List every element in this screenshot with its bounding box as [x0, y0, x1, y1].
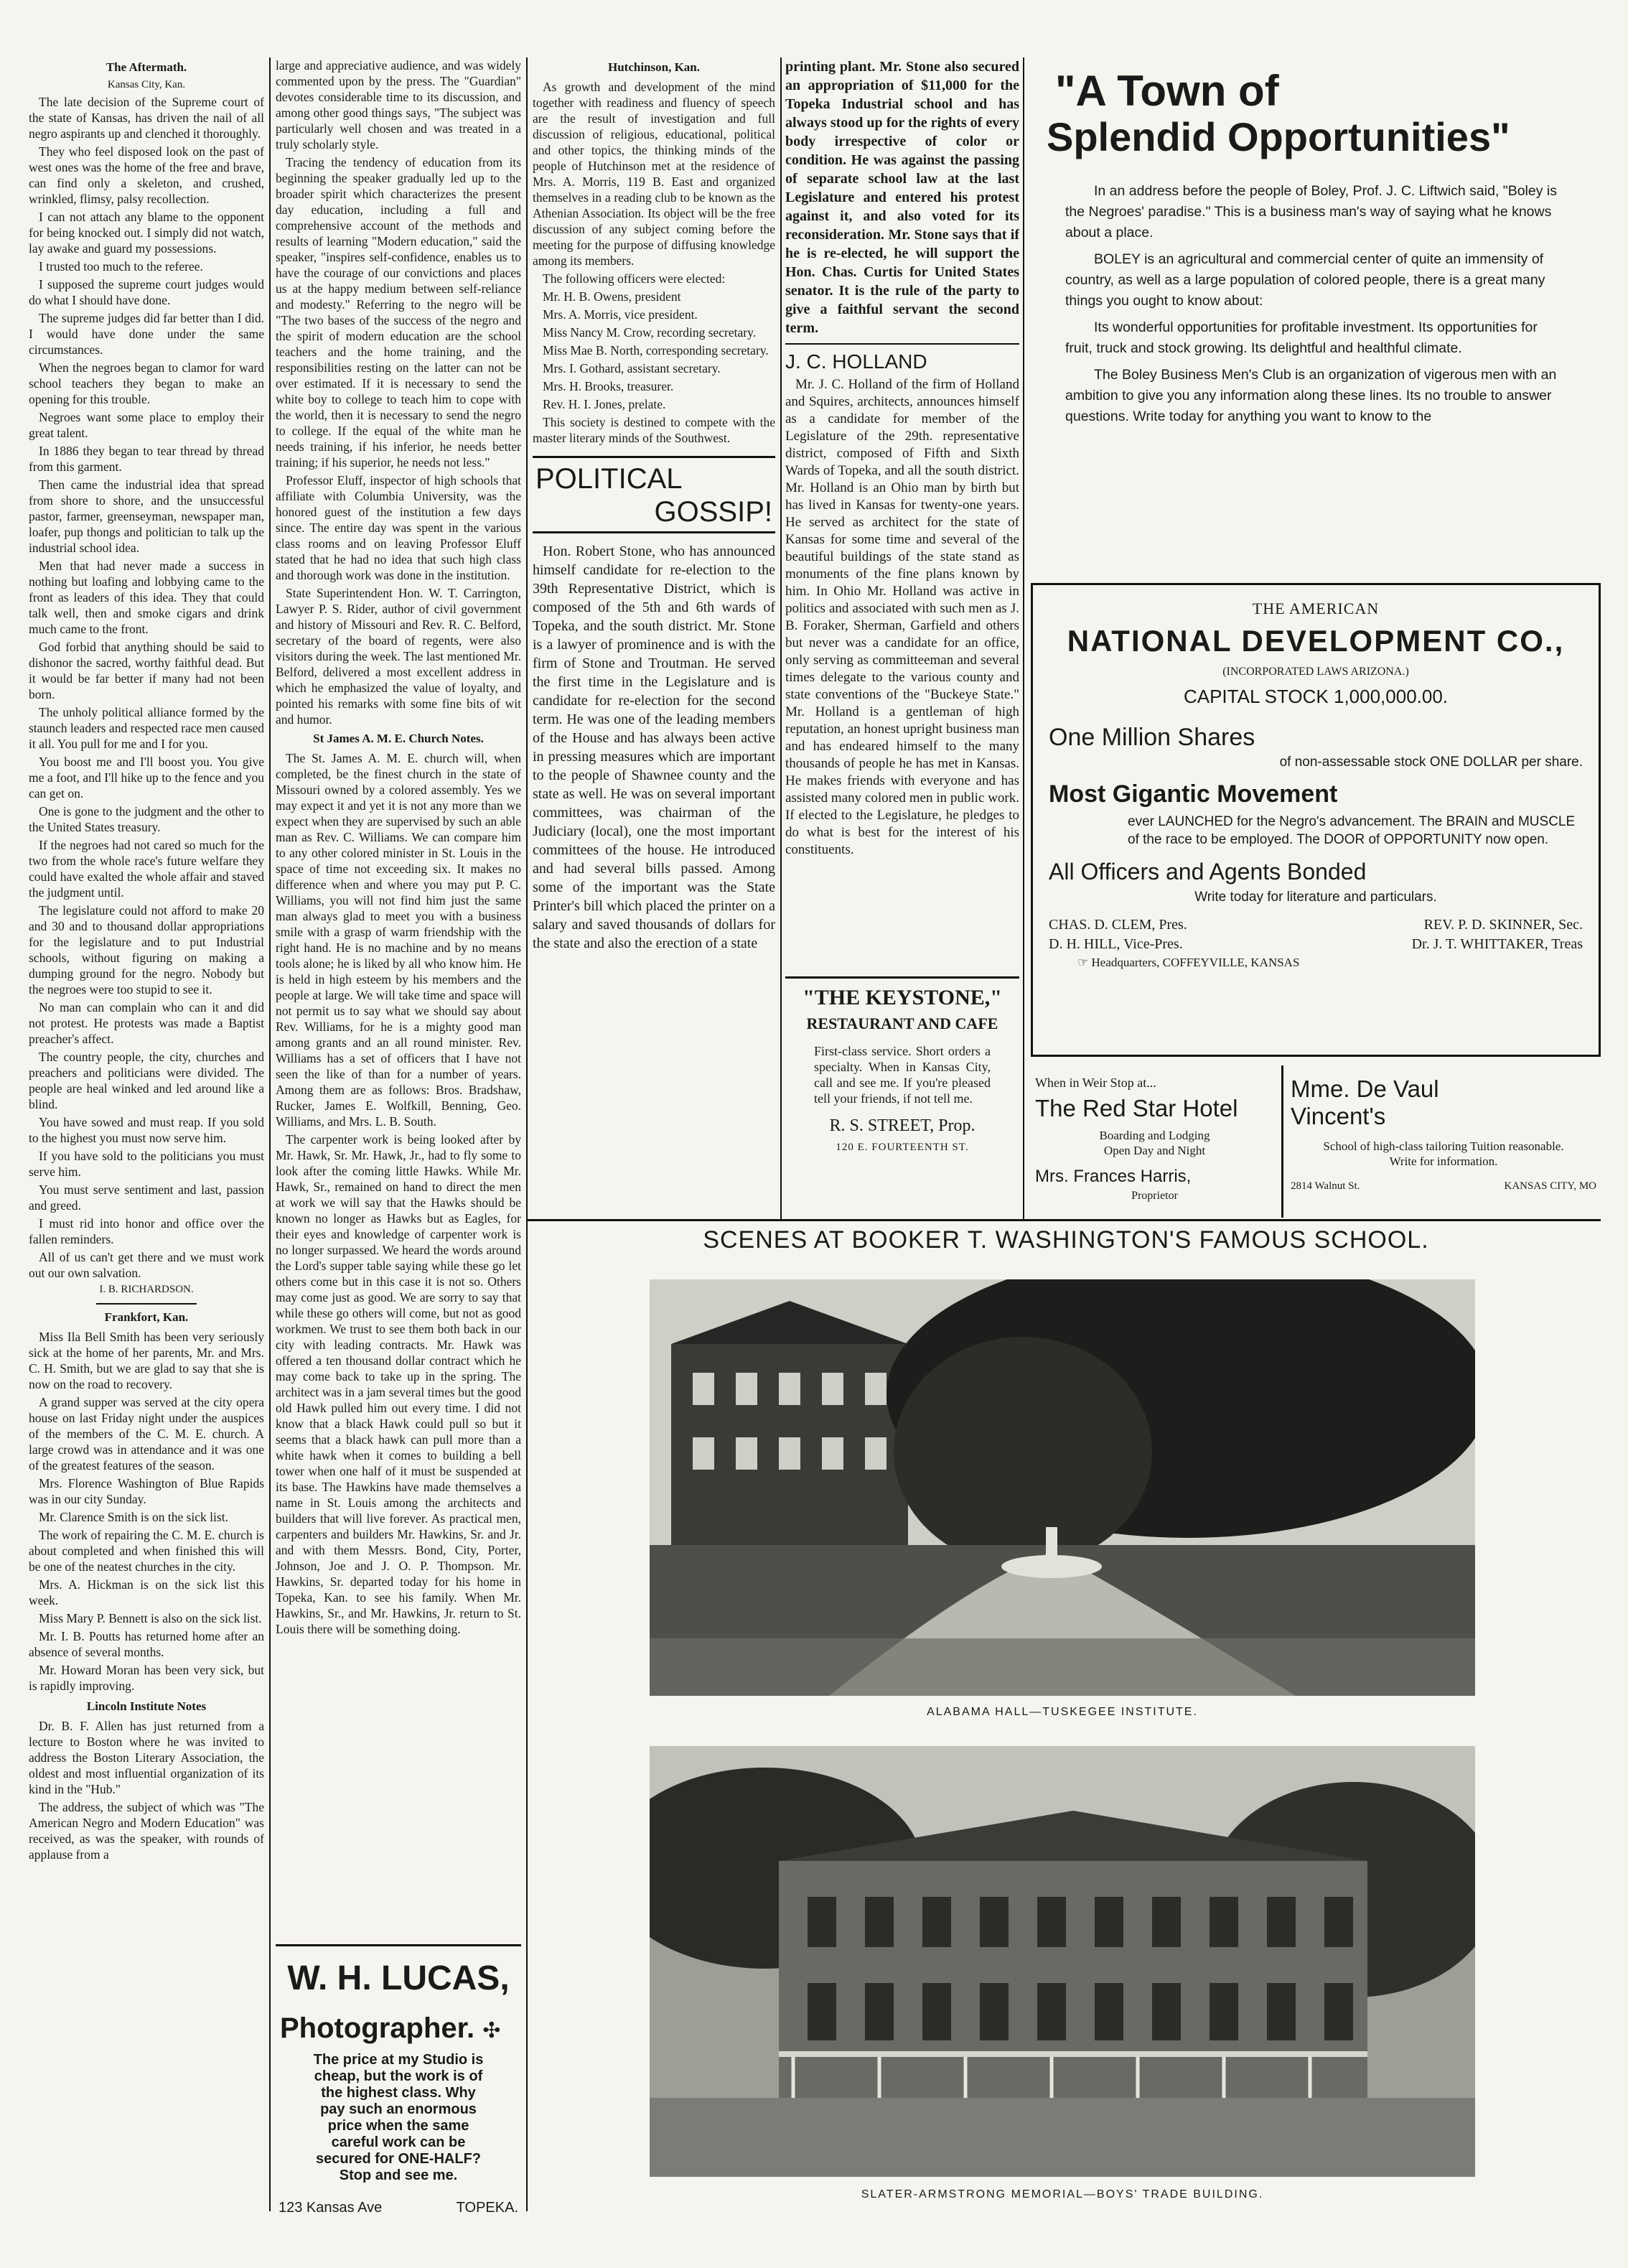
- development-h1: One Million Shares: [1049, 724, 1255, 751]
- paragraph: I must rid into honor and office over the fallen reminders.: [29, 1216, 264, 1246]
- officer-line: Miss Mae B. North, corresponding secretary.: [543, 343, 769, 358]
- paragraph: BOLEY is an agricultural and commercial center of quite an immensity of country, as well as a large population of colored people, there is a great many things you ought to know about:: [1065, 251, 1545, 309]
- column-2: [276, 57, 521, 1938]
- development-h3: All Officers and Agents Bonded: [1049, 859, 1367, 885]
- paragraph: Hon. Robert Stone, who has announced himself candidate for re-election to the 39th Representative District, which is composed of the 5th and 6th wards of Topeka, and the south district. Mr. Stone is a lawyer of prominence and is with the firm of Stone and Troutman. He served the first time in the Legislature and is candidate for re-election for the second term. He was one of the leading members of the House and has always been active in pressing measures which are important to the people of Shawnee county and the state as well. He was on several important committees, was chairman of the Judiciary (local), one the most important committees of the house. He introduced and had several bills passed. Among some of the important was the State Printer's bill which placed the printer on a salary and saved thousands of dollars for the state and also the erection of a state: [533, 543, 775, 951]
- column-rule: [1281, 1065, 1283, 1218]
- paragraph: Its wonderful opportunities for profitable investment. Its opportunities for fruit, truck and stock growing. Its delightful and healthful climate.: [1065, 319, 1538, 356]
- development-h2-sub: ever LAUNCHED for the Negro's advancement. The BRAIN and MUSCLE of the race to be employed. The DOOR of OPPORTUNITY now open.: [1128, 814, 1576, 847]
- paragraph: In an address before the people of Boley, Prof. J. C. Liftwich said, "Boley is the Negroes' paradise." This is a business man's way of saying what he knows about a place.: [1065, 183, 1557, 241]
- development-h1-sub: of non-assessable stock ONE DOLLAR per share.: [1279, 755, 1583, 770]
- paragraph: Men that had never made a success in nothing but loafing and lobbying came to the front as leaders of this idea. They that could talk well, then and smoke cigars and drink much came to the front.: [29, 559, 264, 636]
- paragraph: The Boley Business Men's Club is an organization of vigerous men with an ambition to give you any information along these lines. Its no trouble to answer questions. Write today for anything you want to know to the: [1065, 367, 1557, 424]
- paragraph: Tracing the tendency of education from its beginning the speaker gradually led up to the broader spirit which characterizes the present day education, including a full and comprehensive account of the methods and results of learning "Modern education," said the speaker, "inspires self-confidence, enables us to have the courage of our convictions and places us at the happy medium between self-reliance and modesty." Referring to the negro will be "The two bases of the success of the negro and the spirit of modern education are the school teachers and the home training, and the responsibilities resting on the latter can not be over estimated. If it is necessary to send the white boy to college to teach him to cope with the world, then it is necessary to send the negro to college. If the equal of the white man he needs training, if his inferior, he needs better training; if his superior, he needs not less.": [276, 155, 521, 470]
- devaul-name-1: Mme. De Vaul: [1291, 1075, 1439, 1102]
- church-notes-title: St James A. M. E. Church Notes.: [313, 732, 484, 745]
- redstar-proprietor-name: Mrs. Frances Harris,: [1035, 1167, 1192, 1186]
- alabama-hall-photo: [650, 1279, 1475, 1696]
- paragraph: Mr. Clarence Smith is on the sick list.: [39, 1510, 228, 1524]
- paragraph: The following officers were elected:: [543, 271, 726, 286]
- alabama-hall-caption: ALABAMA HALL—TUSKEGEE INSTITUTE.: [927, 1706, 1198, 1718]
- aftermath-body: [29, 94, 264, 1281]
- lucas-address-row: [276, 2200, 521, 2216]
- paragraph: You must serve sentiment and last, passion and greed.: [29, 1182, 264, 1213]
- lincoln-body: [29, 1718, 264, 1862]
- keystone-address: 120 E. FOURTEENTH ST.: [836, 1142, 969, 1153]
- redstar-body: Boarding and Lodging Open Day and Night: [1099, 1129, 1210, 1157]
- trade-building-photo: [650, 1746, 1475, 2177]
- officer-line: Mrs. A. Morris, vice president.: [543, 307, 698, 322]
- lucas-name: W. H. LUCAS,: [287, 1959, 510, 1997]
- paragraph: God forbid that anything should be said to dishonor the sacred, worthy faithful dead. But it would be far better if many had not been born.: [29, 640, 264, 701]
- holland-body: [785, 376, 1019, 859]
- paragraph: If you have sold to the politicians you must serve him.: [29, 1149, 264, 1179]
- column-rule: [269, 57, 271, 2211]
- boley-body: [1047, 181, 1585, 427]
- boley-title-1: "A Town of: [1055, 67, 1279, 115]
- development-the: THE AMERICAN: [1252, 599, 1380, 617]
- paragraph: The country people, the city, churches and preachers and politicians were divided. The people are heal winked and led around like a blind.: [29, 1050, 264, 1111]
- keystone-subtitle: RESTAURANT AND CAFE: [806, 1014, 998, 1032]
- column-rule: [1023, 57, 1024, 1221]
- divider: [785, 343, 1019, 345]
- redstar-proprietor-title: Proprietor: [1131, 1190, 1178, 1202]
- divider: [96, 1303, 197, 1305]
- paragraph: Professor Eluff, inspector of high schools that affiliate with Columbia University, was the honored guest of the institution a few days since. The entire day was spent in the various class rooms and on leaving Professor Eluff stated that he had no idea that such high class and thorough work was done in the institution.: [276, 473, 521, 582]
- development-capital: CAPITAL STOCK 1,000,000.00.: [1183, 686, 1449, 707]
- paragraph: Miss Ila Bell Smith has been very seriously sick at the home of her parents, Mr. and Mrs. C. H. Smith, but we are glad to say that she is now on the road to recovery.: [29, 1330, 264, 1391]
- gossip-continued: [785, 57, 1019, 337]
- column-rule: [526, 57, 528, 2211]
- paragraph: printing plant. Mr. Stone also secured an appropriation of $11,000 for the Topeka Industrial school and has always stood up for the rights of every body irrespective of color or condition. He was against the passing of separate school law at the last Legislature and entered his protest against it, and also voted for its reconsideration. Mr. Stone says that if he is re-elected, he will support the Hon. Chas. Curtis for United States senator. It is the rule of the party to give a faithful servant the second term.: [785, 59, 1019, 336]
- alabama-hall-illustration: [650, 1279, 1475, 1696]
- gossip-title-1: POLITICAL: [535, 463, 683, 495]
- paragraph: They who feel disposed look on the past of west ones was the home of the free and brave, can find only a skeleton, and crushed, wrinkled, flimsy, palsy recollection.: [29, 144, 264, 206]
- keystone-name: "THE KEYSTONE,": [803, 986, 1002, 1009]
- paragraph: Miss Mary P. Bennett is also on the sick list.: [39, 1611, 262, 1625]
- devaul-body: School of high-class tailoring Tuition reasonable. Write for information.: [1323, 1139, 1564, 1168]
- paragraph: I can not attach any blame to the opponent for being knocked out. I simply did not watch, lay awake and guard my possessions.: [29, 210, 264, 256]
- lucas-trade: [280, 2012, 521, 2045]
- paragraph: Mr. J. C. Holland of the firm of Holland and Squires, architects, announces himself as a candidate for member of the Legislature of the 29th. representative district, composed of Fifth and Sixth Wards of Topeka, and all the south district. Mr. Holland is an Ohio man by birth but has lived in Kansas for twenty-one years. He served as architect for the state of Kansas for some time and several of the beautiful buildings of the state stand as monuments of the fine plans known by him. In Ohio Mr. Holland was active in politics and associated with such men as J. B. Foraker, Sherman, Garfield and others but never was a candidate for an office, only serving as committeeman and several times delegate to the various county and state conventions of the "Buckeye State." Mr. Holland is a gentleman of high reputation, an honest upright business man and has endeared himself to the many thousands of people he has met in Kansas. He makes friends with everyone and has assisted many colored men in public work. If elected to the Legislature, he pledges to do what is best for the interest of his constituents.: [785, 377, 1019, 857]
- development-hq-row: [1049, 956, 1583, 970]
- devaul-address-row: [1291, 1180, 1596, 1193]
- redstar-lead: When in Weir Stop at...: [1035, 1075, 1156, 1090]
- frankfort-title: Frankfort, Kan.: [104, 1310, 189, 1324]
- development-ad: [1031, 583, 1601, 1057]
- paragraph: I trusted too much to the referee.: [39, 259, 203, 274]
- officer-line: Mrs. H. Brooks, treasurer.: [543, 379, 674, 393]
- column-rule: [780, 57, 782, 1221]
- paragraph: Then came the industrial idea that spread from shore to shore, and the unsuccessful pastor, farmer, greenseyman, newspaper man, loafer, pup thongs and politician to talk up the industrial school idea.: [29, 477, 264, 555]
- boley-title-2: Splendid Opportunities": [1047, 114, 1510, 159]
- lucas-trade-text: Photographer.: [280, 2012, 475, 2044]
- paragraph: Mr. I. B. Poutts has returned home after an absence of several months.: [29, 1629, 264, 1659]
- aftermath-signature: I. B. RICHARDSON.: [99, 1284, 194, 1295]
- development-name: NATIONAL DEVELOPMENT CO.,: [1067, 624, 1565, 658]
- holland-title: J. C. HOLLAND: [785, 350, 927, 373]
- development-h2: Most Gigantic Movement: [1049, 780, 1338, 808]
- column-1: [29, 57, 264, 2233]
- officer: Dr. J. T. WHITTAKER, Treas: [1411, 936, 1583, 952]
- column-3: [533, 57, 775, 1221]
- officer-line: Rev. H. I. Jones, prelate.: [543, 397, 666, 411]
- officer-line: Mr. H. B. Owens, president: [543, 289, 681, 304]
- paragraph: The supreme judges did far better than I did. I would have done under the same circumstances.: [29, 311, 264, 357]
- paragraph: No man can complain who can it and did not protest. He protests was made a Baptist preacher's affect.: [29, 1000, 264, 1046]
- keystone-proprietor: R. S. STREET, Prop.: [829, 1116, 976, 1135]
- paragraph: large and appreciative audience, and was widely commented upon by the press. The "Guardian" devotes considerable time to its discussion, and among other good things says, "The subject was particularly well chosen and was treated in a truly scholarly style.: [276, 58, 521, 151]
- paragraph: Mrs. A. Hickman is on the sick list this week.: [29, 1577, 264, 1607]
- paragraph: As growth and development of the mind together with readiness and fluency of speech are the result of investigation and full discussion of religious, educational, political and other topics, the thinking minds of the people of Hutchinson met at the residence of Mrs. A. Morris, 119 B. East and organized themselves in a reading club to be known as the Athenian Association. Its object will be the free discussion of any subject coming before the meeting for the purpose of diffusing knowledge among its members.: [533, 80, 775, 268]
- officer: REV. P. D. SKINNER, Sec.: [1423, 917, 1583, 933]
- red-star-ad: [1031, 1070, 1278, 1213]
- paragraph: The address, the subject of which was "The American Negro and Modern Education" was received, as was the speaker, with rounds of applause from a: [29, 1800, 264, 1862]
- hutchinson-title: Hutchinson, Kan.: [607, 60, 700, 74]
- development-h3-sub: Write today for literature and particulars.: [1194, 890, 1437, 905]
- lucas-address: 123 Kansas Ave: [279, 2200, 383, 2216]
- paragraph: The carpenter work is being looked after by Mr. Hawk, Sr. Mr. Hawk, Jr., had to fly some to look after the coming little Hawks. While Mr. Hawk, Sr., remained on hand to direct the men at work we will say that the Hawks should be known no longer as Hawks but as Eagles, for their eyes and knowledge of carpenter work is no longer surpassed. We heard the words around the Lord's supper table saying while these go let others come but in this case it is not so. Others may come just as good. We are sorry to say that while these go others will come, but not as good workmen. We trust to see them both back in our city with leading contracts. Mr. Hawk was offered a ten thousand dollar contract which he may come back to take up in the spring. The architect was in a jam several times but the good old Hawk pulled him out every time. I did not know that a black Hawk could pull so but it seems that a black hawk can pull more than a white hawk when it comes to building a bell tower when one half of it must be suspended at its base. The Hawkins have made themselves a name in St. Louis among the architects and builders that will live forever. As practical men, carpenters and builders Mr. Hawkins, Sr. and Jr. and with them Messrs. Bond, City, Porter, Johnson, Joe and J. O. P. Thompson. Mr. Hawkins, Sr. departed today for his home in Topeka, Kan. to see his family. When Mr. Hawkins, Sr., and Mr. Hawkins, Jr. return to St. Louis there will be something doing.: [276, 1132, 521, 1636]
- gossip-body: [533, 542, 775, 953]
- trade-building-illustration: [650, 1746, 1475, 2177]
- devaul-city: KANSAS CITY, MO: [1504, 1180, 1596, 1192]
- paragraph: The late decision of the Supreme court of the state of Kansas, has driven the nail of all negro aspirants up and clenched it thoroughly.: [29, 95, 264, 141]
- paragraph: The unholy political alliance formed by the staunch leaders and respected race men caused it all. You pull for me and I for you.: [29, 705, 264, 751]
- paragraph: One is gone to the judgment and the other to the United States treasury.: [29, 804, 264, 834]
- frankfort-body: [29, 1329, 264, 1694]
- officer-line: Mrs. I. Gothard, assistant secretary.: [543, 361, 721, 375]
- boley-ad: [1032, 63, 1599, 580]
- paragraph: You have sowed and must reap. If you sold to the highest you must now serve him.: [29, 1115, 264, 1145]
- keystone-ad: [785, 976, 1019, 1213]
- paragraph: When the negroes began to clamor for ward school teachers they began to make an opening for this trouble.: [29, 360, 264, 406]
- paragraph: A grand supper was served at the city opera house on last Friday night under the auspices of the members of the C. M. E. church. A large crowd was in attendance and it was one of the greatest features of the season.: [29, 1395, 264, 1473]
- lucas-body: The price at my Studio is cheap, but the work is of the highest class. Why pay such an enormous price when the same careful work can be secured for ONE-HALF? Stop and see me.: [313, 2052, 484, 2183]
- paragraph: I supposed the supreme court judges would do what I should have done.: [29, 277, 264, 307]
- officer: CHAS. D. CLEM, Pres.: [1049, 917, 1187, 933]
- paragraph: Dr. B. F. Allen has just returned from a lecture to Boston where he was invited to address the Boston Literary Association, the oldest and most influential organization of its kind in the "Hub.": [29, 1719, 264, 1796]
- devaul-address: 2814 Walnut St.: [1291, 1180, 1360, 1192]
- lincoln-continued: [276, 57, 521, 727]
- lucas-ad: [276, 1944, 521, 2239]
- paragraph: Mr. Howard Moran has been very sick, but is rapidly improving.: [29, 1663, 264, 1693]
- paragraph: Mrs. Florence Washington of Blue Rapids was in our city Sunday.: [29, 1476, 264, 1506]
- paragraph: The work of repairing the C. M. E. church is about completed and when finished this will be one of the neatest churches in the city.: [29, 1528, 264, 1574]
- column-4: [785, 57, 1019, 948]
- devaul-name-2: Vincent's: [1291, 1103, 1386, 1129]
- trade-building-caption: SLATER-ARMSTRONG MEMORIAL—BOYS' TRADE BUILDING.: [861, 2188, 1264, 2201]
- paragraph: You boost me and I'll boost you. You give me a foot, and I'll hike up to the fence and you can get on.: [29, 755, 264, 801]
- paragraph: This society is destined to compete with the master literary minds of the Southwest.: [533, 415, 775, 445]
- redstar-name: The Red Star Hotel: [1035, 1095, 1238, 1121]
- paragraph: The St. James A. M. E. church will, when completed, be the finest church in the state of Missouri owned by a colored assembly. Yes we may expect it and yet it is not any more than we expect when they are supervised by such an able man as Rev. C. Williams. We can compare him to any other colored minister in St. Louis in the space of time not exceeding six. It makes no difference when and where you may put P. C. Williams, you will not find him just the same man always glad to meet you with a business smile with a grasp of warm friendship with the right hand. He is no machine and by no means tools alone; he is liked by all who know him. He is held in high esteem by his members and the people at large. We will take time and space will not permit us to say what we should say about Rev. Williams, for he is a mighty good man among grants and an all round minister. Rev. Williams has a set of officers that I have not seen the like of than for a number of years. Among them are as follows: Bros. Bradshaw, Rucker, James E. Wolfkill, Benning, Geo. Williams, and Mrs. L. B. South.: [276, 751, 521, 1129]
- devaul-ad: [1286, 1070, 1601, 1213]
- development-officers: [1049, 917, 1583, 953]
- flourish-icon: ✣: [482, 2019, 501, 2043]
- development-incorporated: (INCORPORATED LAWS ARIZONA.): [1222, 666, 1409, 678]
- scenes-title: SCENES AT BOOKER T. WASHINGTON'S FAMOUS SCHOOL.: [703, 1226, 1429, 1254]
- keystone-body: First-class service. Short orders a specialty. When in Kansas City, call and see me. If you're pleased tell your friends, if not tell me.: [814, 1044, 991, 1106]
- paragraph: In 1886 they began to tear thread by thread from this garment.: [29, 444, 264, 474]
- officer-line: Miss Nancy M. Crow, recording secretary.: [543, 325, 757, 340]
- political-gossip-header: [533, 456, 775, 533]
- aftermath-dateline: Kansas City, Kan.: [107, 79, 186, 90]
- paragraph: Negroes want some place to employ their great talent.: [29, 410, 264, 440]
- paragraph: The legislature could not afford to make 20 and 30 and to thousand dollar appropriations for the legislature and to put Industrial schools, without figuring on making a dumping ground for the negro. Nobody but the negroes were too stupid to see it.: [29, 903, 264, 997]
- lucas-city: TOPEKA.: [456, 2200, 518, 2216]
- section-rule: [528, 1219, 1601, 1221]
- development-hq: Headquarters, COFFEYVILLE, KANSAS: [1091, 956, 1300, 969]
- aftermath-title: The Aftermath.: [106, 60, 187, 74]
- officer: D. H. HILL, Vice-Pres.: [1049, 936, 1183, 952]
- paragraph: All of us can't get there and we must work out our own salvation.: [29, 1250, 264, 1280]
- paragraph: If the negroes had not cared so much for the two from the whole race's future welfare they could have exalted the whole affair and staved the judgment until.: [29, 838, 264, 900]
- church-notes-body: [276, 750, 521, 1637]
- lincoln-title: Lincoln Institute Notes: [86, 1699, 207, 1713]
- paragraph: State Superintendent Hon. W. T. Carrington, Lawyer P. S. Rider, author of civil government and history of Missouri and Rev. R. C. Belford, secretary of the board of regents, were also visitors during the week. The last mentioned Mr. Belford, delivered a most excellent address in which he emphasized the value of loyalty, and pointed his remarks with some fine bits of wit and humor.: [276, 586, 521, 727]
- hutchinson-body: [533, 79, 775, 446]
- gossip-title-2: GOSSIP!: [654, 496, 772, 528]
- pointing-hand-icon: ☞: [1077, 956, 1089, 969]
